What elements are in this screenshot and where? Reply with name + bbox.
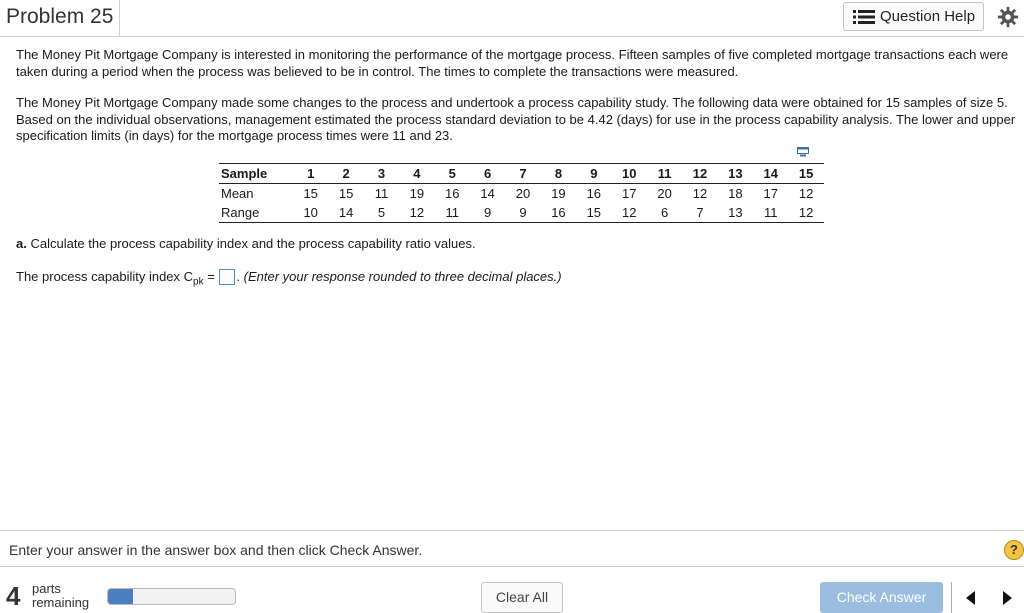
table-cell: 16 (586, 186, 602, 201)
copy-data-icon[interactable] (797, 147, 809, 157)
table-cell: 17 (763, 186, 778, 201)
table-cell: 20 (657, 186, 672, 201)
table-cell: 3 (364, 164, 399, 184)
table-cell: 13 (718, 203, 753, 223)
table-cell: 12 (798, 186, 814, 201)
footer-divider (951, 582, 952, 613)
question-help-button[interactable] (843, 2, 984, 31)
table-cell: 2 (328, 164, 363, 184)
table-cell: 15 (576, 203, 611, 223)
table-cell: 12 (612, 203, 647, 223)
table-cell: 15 (788, 164, 823, 184)
part-text: Calculate the process capability index and the process capability ratio values. (30, 236, 476, 251)
table-cell: 7 (682, 203, 717, 223)
table-cell: 6 (647, 203, 682, 223)
table-cell: 9 (576, 164, 611, 184)
table-cell: 9 (505, 203, 540, 223)
problem-paragraph-2: The Money Pit Mortgage Company made some changes to the process and undertook a process capability study. The following data were obtained for 15 samples of size 5. Based on the individual observations, management estimated the process standard deviation to be 4.42 (days) for use in the process capability analysis. The lower and upper specification limits (in days) for the mortgage process times were 11 and 23. (16, 95, 1016, 143)
part-label: a. (16, 236, 27, 251)
table-row (219, 184, 824, 204)
header-bar (0, 0, 1024, 37)
problem-paragraph-1: The Money Pit Mortgage Company is interested in monitoring the performance of the mortgage process. Fifteen samples of five completed mortgage transactions each were taken during a period when the process was believed to be in control. The times to complete the transactions were measured. (16, 47, 1009, 79)
table-cell: 20 (515, 186, 531, 201)
table-cell: 13 (718, 164, 753, 184)
question-part-a (16, 236, 476, 251)
table-cell: 12 (399, 203, 434, 223)
help-icon[interactable]: ? (1004, 540, 1024, 560)
table-cell: 11 (374, 186, 389, 201)
table-cell: 1 (293, 164, 328, 184)
table-cell: 11 (647, 164, 682, 184)
page-title: Problem 25 (0, 0, 120, 36)
table-cell: 7 (505, 164, 540, 184)
table-cell: 14 (753, 164, 788, 184)
table-cell: 4 (399, 164, 434, 184)
gear-icon[interactable] (997, 6, 1019, 28)
table-cell: 11 (435, 203, 470, 223)
table-cell: 19 (551, 186, 566, 201)
table-cell: 14 (328, 203, 363, 223)
table-row-label: Mean (221, 186, 254, 201)
table-cell: 9 (470, 203, 505, 223)
table-cell: 17 (621, 186, 637, 201)
instruction-text: Enter your answer in the answer box and then click Check Answer. (9, 542, 423, 558)
data-table (219, 163, 824, 223)
table-cell: 16 (445, 186, 460, 201)
table-row-label: Sample (219, 164, 293, 184)
table-cell: 12 (692, 186, 708, 201)
table-cell: 12 (788, 203, 823, 223)
list-icon (853, 10, 875, 24)
parts-remaining-label (32, 582, 89, 610)
previous-arrow-icon[interactable] (966, 591, 975, 605)
prompt-prefix: The process capability index C (16, 269, 194, 284)
table-cell: 18 (728, 186, 743, 201)
progress-bar (107, 588, 236, 605)
table-header-row (219, 164, 824, 184)
question-help-label: Question Help (880, 8, 976, 25)
problem-content (16, 47, 1016, 160)
table-cell: 14 (480, 186, 495, 201)
table-row (219, 203, 824, 223)
clear-all-button[interactable]: Clear All (481, 582, 563, 613)
table-cell: 11 (753, 203, 788, 223)
parts-label-line2: remaining (32, 595, 90, 610)
rounding-instruction: (Enter your response rounded to three decimal places.) (243, 269, 562, 284)
table-cell: 12 (682, 164, 717, 184)
prompt-equals: = (203, 269, 219, 284)
progress-fill (108, 589, 133, 604)
prompt-subscript: pk (193, 276, 204, 288)
instruction-bar (0, 530, 1024, 567)
table-cell: 6 (470, 164, 505, 184)
answer-prompt: The process capability index $C_{pk}$ = . (Enter your response rounded to three decimal places.) (16, 269, 562, 288)
table-cell: 10 (293, 203, 328, 223)
table-cell: 5 (364, 203, 399, 223)
check-answer-button[interactable]: Check Answer (820, 582, 943, 613)
cpk-answer-input[interactable] (219, 269, 235, 285)
table-row-label: Range (219, 203, 293, 223)
table-cell: 15 (338, 186, 354, 201)
table-cell: 16 (541, 203, 576, 223)
table-cell: 10 (612, 164, 647, 184)
table-cell: 5 (435, 164, 470, 184)
table-cell: 8 (541, 164, 576, 184)
next-arrow-icon[interactable] (1003, 591, 1012, 605)
footer-bar (0, 566, 1024, 613)
table-cell: 19 (409, 186, 425, 201)
parts-label-line1: parts (32, 581, 61, 596)
table-cell: 15 (303, 186, 318, 201)
parts-remaining-count: 4 (6, 581, 21, 611)
